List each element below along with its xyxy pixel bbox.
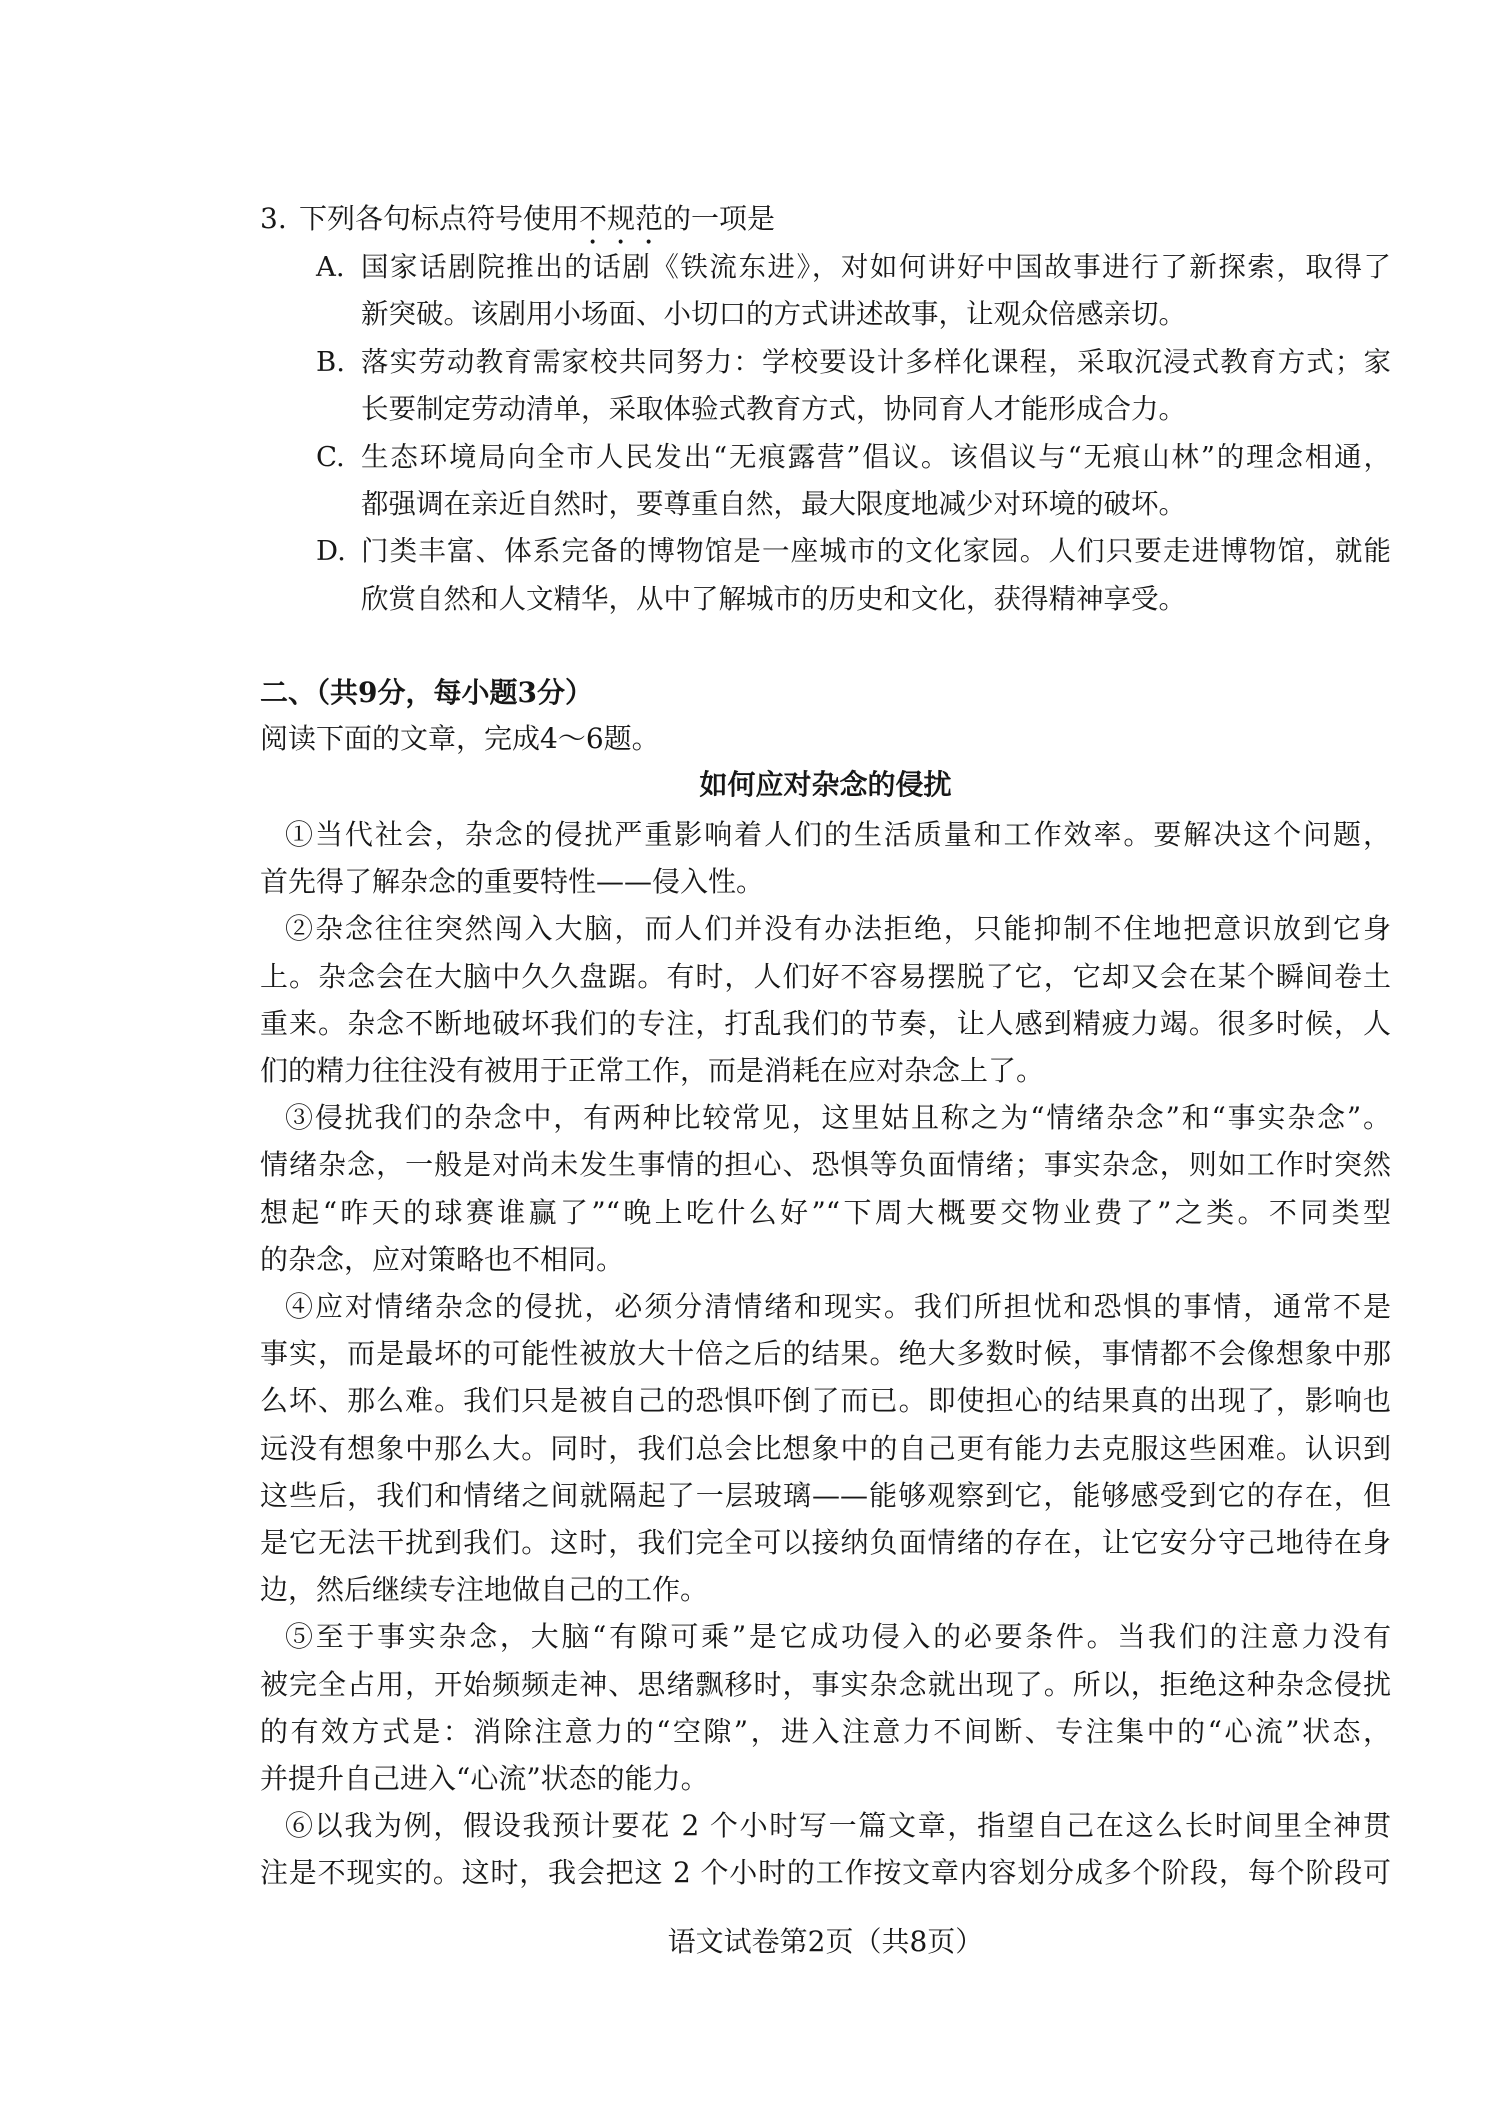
option-line: 都强调在亲近自然时，要尊重自然，最大限度地减少对环境的破坏。 [361, 488, 1186, 520]
article-line: 首先得了解杂念的重要特性——侵入性。 [260, 865, 765, 898]
option-line: 落实劳动教育需家校共同努力：学校要设计多样化课程，采取沉浸式教育方式；家 [361, 346, 1391, 378]
article-line: 边，然后继续专注地做自己的工作。 [260, 1573, 709, 1606]
article-line: 被完全占用，开始频频走神、思绪飘移时，事实杂念就出现了。所以，拒绝这种杂念侵扰 [260, 1668, 1391, 1701]
page-footer: 语文试卷第2页（共8页） [667, 1925, 984, 1958]
option-line: 长要制定劳动清单，采取体验式教育方式，协同育人才能形成合力。 [361, 393, 1186, 425]
option-line: 门类丰富、体系完备的博物馆是一座城市的文化家园。人们只要走进博物馆，就能 [361, 535, 1391, 567]
option-label: A. [316, 251, 345, 283]
article-line: 上。杂念会在大脑中久久盘踞。有时，人们好不容易摆脱了它，它却又会在某个瞬间卷土 [260, 960, 1391, 993]
question-stem-before: 下列各句标点符号使用 [299, 202, 580, 235]
article-line: 的有效方式是：消除注意力的“空隙”，进入注意力不间断、专注集中的“心流”状态， [260, 1715, 1391, 1748]
question-stem-emphasis: 不规范 [579, 202, 664, 235]
question-number: 3. [260, 202, 287, 235]
section-heading: 二、（共9分，每小题3分） [260, 676, 593, 709]
article-line: ②杂念往往突然闯入大脑，而人们并没有办法拒绝，只能抑制不住地把意识放到它身 [285, 912, 1391, 945]
question-stem-after: 的一项是 [663, 202, 776, 235]
article-line: 远没有想象中那么大。同时，我们总会比想象中的自己更有能力去克服这些困难。认识到 [260, 1432, 1391, 1465]
option-line: 国家话剧院推出的话剧《铁流东进》，对如何讲好中国故事进行了新探索，取得了 [361, 251, 1391, 283]
article-line: 的杂念，应对策略也不相同。 [260, 1243, 625, 1276]
article-line: ⑥以我为例，假设我预计要花 2 个小时写一篇文章，指望自己在这么长时间里全神贯 [285, 1809, 1391, 1842]
option-label: D. [316, 535, 346, 567]
option-label: B. [316, 346, 345, 378]
option-line: 新突破。该剧用小场面、小切口的方式讲述故事，让观众倍感亲切。 [361, 298, 1186, 330]
question-stem [299, 196, 775, 242]
article-line: 们的精力往往没有被用于正常工作，而是消耗在应对杂念上了。 [260, 1054, 1045, 1087]
article-line: ③侵扰我们的杂念中，有两种比较常见，这里姑且称之为“情绪杂念”和“事实杂念”。 [285, 1101, 1391, 1134]
article-line: 并提升自己进入“心流”状态的能力。 [260, 1762, 709, 1795]
article-line: ①当代社会，杂念的侵扰严重影响着人们的生活质量和工作效率。要解决这个问题， [285, 818, 1391, 851]
article-line: 是它无法干扰到我们。这时，我们完全可以接纳负面情绪的存在，让它安分守己地待在身 [260, 1526, 1391, 1559]
article-line: 注是不现实的。这时，我会把这 2 个小时的工作按文章内容划分成多个阶段，每个阶段可 [260, 1856, 1391, 1889]
article-line: 重来。杂念不断地破坏我们的专注，打乱我们的节奏，让人感到精疲力竭。很多时候，人 [260, 1007, 1391, 1040]
article-line: ⑤至于事实杂念，大脑“有隙可乘”是它成功侵入的必要条件。当我们的注意力没有 [285, 1620, 1391, 1653]
article-title: 如何应对杂念的侵扰 [699, 768, 952, 801]
article-line: 情绪杂念，一般是对尚未发生事情的担心、恐惧等负面情绪；事实杂念，则如工作时突然 [260, 1148, 1391, 1181]
option-line: 生态环境局向全市人民发出“无痕露营”倡议。该倡议与“无痕山林”的理念相通， [361, 441, 1391, 473]
article-line: 事实，而是最坏的可能性被放大十倍之后的结果。绝大多数时候，事情都不会像想象中那 [260, 1337, 1391, 1370]
article-line: 么坏、那么难。我们只是被自己的恐惧吓倒了而已。即使担心的结果真的出现了，影响也 [260, 1384, 1391, 1417]
option-line: 欣赏自然和人文精华，从中了解城市的历史和文化，获得精神享受。 [361, 583, 1186, 615]
section-instruction: 阅读下面的文章，完成4～6题。 [260, 722, 660, 755]
article-line: 想起“昨天的球赛谁赢了”“晚上吃什么好”“下周大概要交物业费了”之类。不同类型 [260, 1196, 1391, 1229]
option-label: C. [316, 441, 345, 473]
article-line: 这些后，我们和情绪之间就隔起了一层玻璃——能够观察到它，能够感受到它的存在，但 [260, 1479, 1391, 1512]
article-line: ④应对情绪杂念的侵扰，必须分清情绪和现实。我们所担忧和恐惧的事情，通常不是 [285, 1290, 1391, 1323]
